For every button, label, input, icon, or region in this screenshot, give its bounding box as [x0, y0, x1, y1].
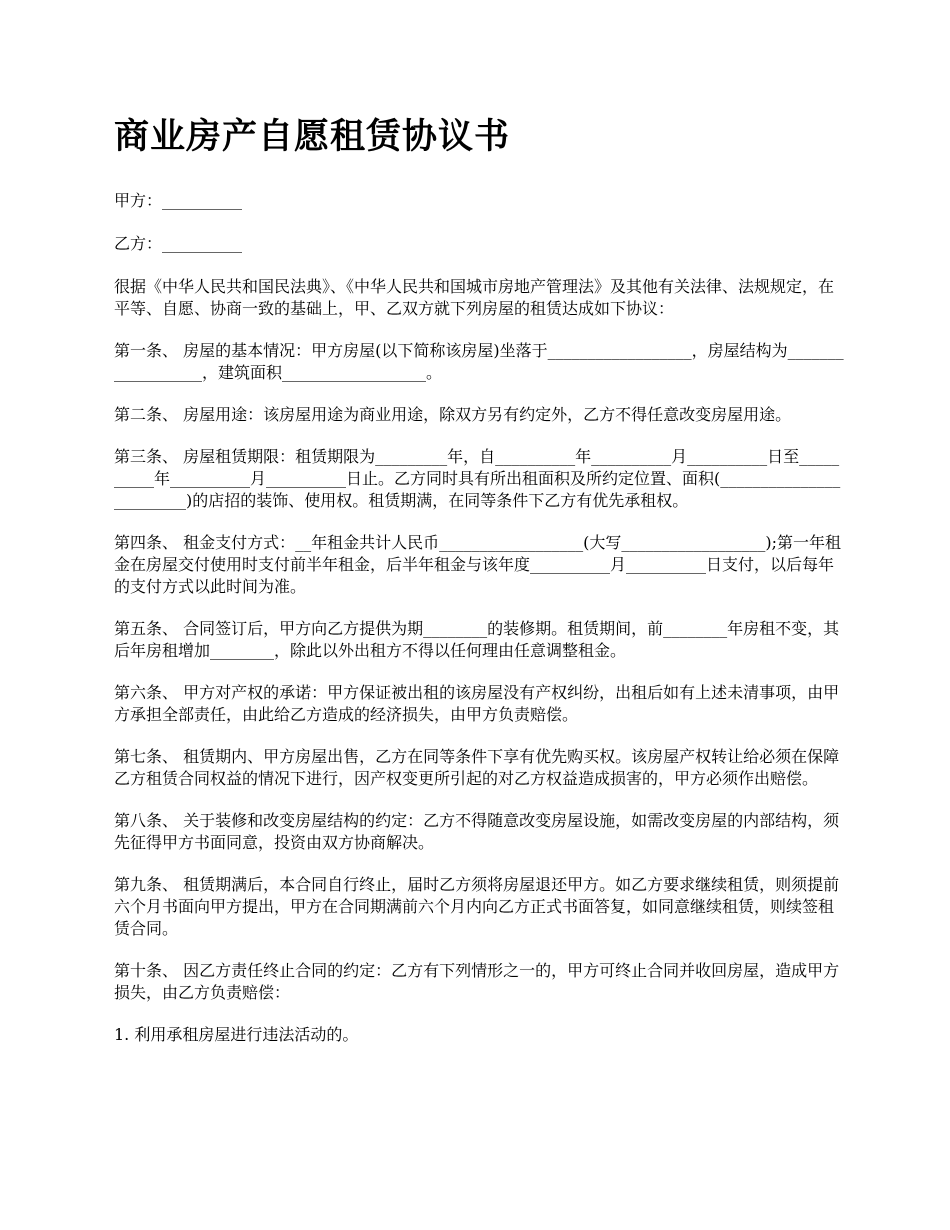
article-2: 第二条、 房屋用途：该房屋用途为商业用途，除双方另有约定外，乙方不得任意改变房屋用途。 — [114, 405, 792, 424]
article-7: 第七条、 租赁期内、甲方房屋出售，乙方在同等条件下享有优先购买权。该房屋产权转让给必须在保障乙方租赁合同权益的情况下进行，因产权变更所引起的对乙方权益造成损害的，甲方必须作出赔偿。 — [114, 747, 840, 788]
article-1: 第一条、 房屋的基本情况：甲方房屋(以下简称该房屋)坐落于__________________，房屋结构为__________________，建筑面积__________________。 — [114, 341, 844, 382]
article-10: 第十条、 因乙方责任终止合同的约定：乙方有下列情形之一的，甲方可终止合同并收回房屋，造成甲方损失，由乙方负责赔偿： — [114, 961, 840, 1002]
party-b-line: 乙方：__________ — [114, 234, 243, 253]
article-4: 第四条、 租金支付方式：__年租金共计人民币__________________(大写__________________);第一年租金在房屋交付使用时支付前半年租金，后半年租金与该年度__________月__________日支付，以后每年的支付方式以此时间为准。 — [114, 533, 841, 596]
article-3: 第三条、 房屋租赁期限：租赁期限为_________年，自__________年__________月__________日至__________年__________月__________日止。乙方同时具有所出租面积及所约定位置、面积(________________________)的店招的装饰、使用权。租赁期满，在同等条件下乙方有优先承租权。 — [114, 447, 841, 510]
document-title: 商业房产自愿租赁协议书 — [114, 117, 511, 157]
article-9: 第九条、 租赁期满后，本合同自行终止，届时乙方须将房屋退还甲方。如乙方要求继续租赁，则须提前六个月书面向甲方提出，甲方在合同期满前六个月内向乙方正式书面答复，如同意继续租赁，则续签租赁合同。 — [114, 875, 840, 938]
article-6: 第六条、 甲方对产权的承诺：甲方保证被出租的该房屋没有产权纠纷，出租后如有上述未清事项，由甲方承担全部责任，由此给乙方造成的经济损失，由甲方负责赔偿。 — [114, 683, 840, 724]
list-item-1: 1. 利用承租房屋进行违法活动的。 — [114, 1025, 359, 1044]
article-8: 第八条、 关于装修和改变房屋结构的约定：乙方不得随意改变房屋设施，如需改变房屋的内部结构，须先征得甲方书面同意，投资由双方协商解决。 — [114, 811, 840, 852]
party-a-line: 甲方：__________ — [114, 191, 243, 210]
article-5: 第五条、 合同签订后，甲方向乙方提供为期________的装修期。租赁期间，前________年房租不变，其后年房租增加________，除此以外出租方不得以任何理由任意调整租金。 — [114, 619, 840, 660]
preamble-paragraph: 很据《中华人民共和国民法典》、《中华人民共和国城市房地产管理法》及其他有关法律、法规规定，在平等、自愿、协商一致的基础上，甲、乙双方就下列房屋的租赁达成如下协议： — [114, 277, 835, 318]
document-page — [114, 112, 844, 1066]
